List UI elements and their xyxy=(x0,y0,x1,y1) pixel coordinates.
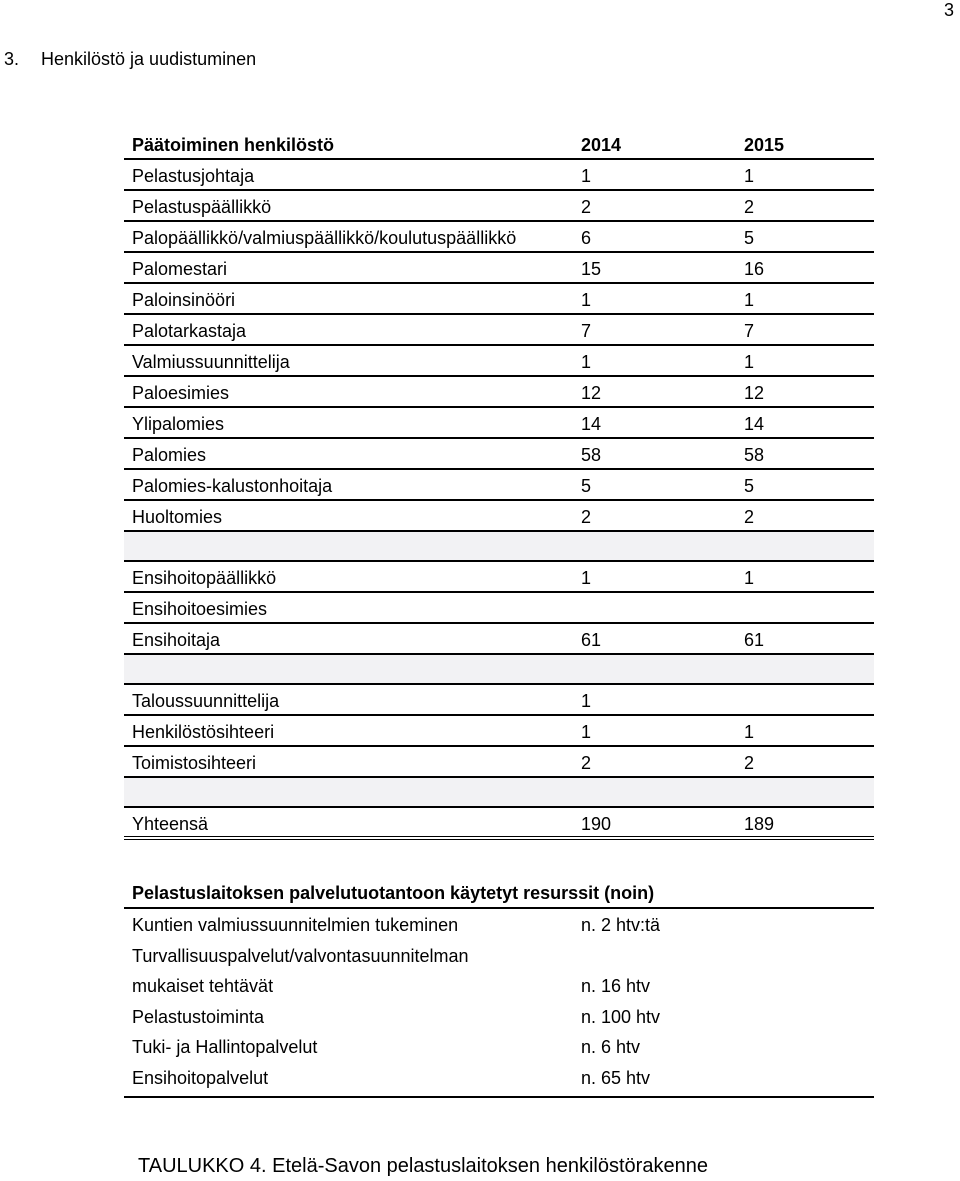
row-value-2015: 58 xyxy=(744,445,765,465)
section-heading xyxy=(4,49,256,70)
row-value-2014: 7 xyxy=(581,321,592,341)
resource-row xyxy=(124,909,874,940)
row-label: Valmiussuunnittelija xyxy=(132,352,290,372)
row-label: Ensihoitoesimies xyxy=(132,599,268,619)
staff-table-header xyxy=(124,127,874,160)
table-row xyxy=(124,191,874,222)
row-value-2014: 6 xyxy=(581,228,592,248)
row-label: Palomestari xyxy=(132,259,228,279)
resources-title: Pelastuslaitoksen palvelutuotantoon käytetyt resurssit (noin) xyxy=(124,876,874,909)
row-value-2014: 15 xyxy=(581,259,602,279)
row-label: Palopäällikkö/valmiuspäällikkö/koulutuspäällikkö xyxy=(132,228,517,248)
staff-table-body xyxy=(124,160,874,808)
resources-body xyxy=(124,909,874,1092)
table-row xyxy=(124,562,874,593)
table-row xyxy=(124,716,874,747)
table-caption: TAULUKKO 4. Etelä-Savon pelastuslaitoksen henkilöstörakenne xyxy=(138,1155,708,1177)
resource-row xyxy=(124,940,874,971)
resource-value: n. 2 htv:tä xyxy=(581,915,661,935)
group-spacer xyxy=(124,532,874,562)
resource-label: Tuki- ja Hallintopalvelut xyxy=(132,1037,318,1057)
row-value-2015: 2 xyxy=(744,753,755,773)
total-2014: 190 xyxy=(581,814,612,834)
table-row xyxy=(124,160,874,191)
row-label: Huoltomies xyxy=(132,507,223,527)
row-label: Palotarkastaja xyxy=(132,321,247,341)
resource-label: Turvallisuuspalvelut/valvontasuunnitelman xyxy=(132,945,469,966)
group-spacer xyxy=(124,778,874,808)
row-label: Paloesimies xyxy=(132,383,230,403)
section-number: 3. xyxy=(4,49,20,69)
table-row xyxy=(124,685,874,716)
section-title: Henkilöstö ja uudistuminen xyxy=(41,49,257,69)
row-value-2014: 1 xyxy=(581,290,592,310)
row-label: Paloinsinööri xyxy=(132,290,236,310)
row-value-2014: 1 xyxy=(581,568,592,588)
table-row xyxy=(124,624,874,655)
group-spacer xyxy=(124,655,874,685)
row-value-2015: 2 xyxy=(744,507,755,527)
row-label: Taloussuunnittelija xyxy=(132,691,280,711)
staff-table xyxy=(124,127,874,840)
row-value-2015: 12 xyxy=(744,383,765,403)
resource-value: n. 100 htv xyxy=(581,1006,661,1027)
table-row xyxy=(124,501,874,532)
table-row xyxy=(124,377,874,408)
row-value-2014: 2 xyxy=(581,753,592,773)
resource-label: Pelastustoiminta xyxy=(132,1006,265,1027)
row-value-2015: 2 xyxy=(744,197,755,217)
table-row xyxy=(124,593,874,624)
table-row xyxy=(124,470,874,501)
total-row xyxy=(124,808,874,840)
row-value-2014: 2 xyxy=(581,507,592,527)
page-number: 3 xyxy=(943,0,954,20)
row-value-2015: 1 xyxy=(744,166,755,186)
table-row xyxy=(124,439,874,470)
resource-row xyxy=(124,1031,874,1062)
row-value-2015: 16 xyxy=(744,259,765,279)
resource-label: Kuntien valmiussuunnitelmien tukeminen xyxy=(132,915,459,935)
row-label: Palomies xyxy=(132,445,207,465)
table-row xyxy=(124,747,874,778)
resource-row xyxy=(124,1001,874,1032)
header-year-2014: 2014 xyxy=(581,135,622,155)
row-value-2015: 5 xyxy=(744,476,755,496)
table-row xyxy=(124,408,874,439)
resource-value: n. 65 htv xyxy=(581,1067,651,1088)
table-row xyxy=(124,346,874,377)
row-value-2014: 5 xyxy=(581,476,592,496)
table-row xyxy=(124,222,874,253)
table-row xyxy=(124,253,874,284)
row-value-2014: 12 xyxy=(581,383,602,403)
resource-label: Ensihoitopalvelut xyxy=(132,1067,269,1088)
row-label: Toimistosihteeri xyxy=(132,753,257,773)
row-value-2014: 1 xyxy=(581,722,592,742)
resource-value: n. 16 htv xyxy=(581,976,651,996)
table-row xyxy=(124,315,874,346)
row-value-2015: 7 xyxy=(744,321,755,341)
total-2015: 189 xyxy=(744,814,775,834)
resources-table xyxy=(124,876,874,1098)
row-value-2015: 5 xyxy=(744,228,755,248)
resource-row xyxy=(124,1062,874,1093)
table-row xyxy=(124,284,874,315)
resource-row xyxy=(124,970,874,1001)
row-label: Pelastuspäällikkö xyxy=(132,197,272,217)
row-value-2014: 61 xyxy=(581,630,602,650)
row-label: Ensihoitaja xyxy=(132,630,221,650)
row-value-2015: 61 xyxy=(744,630,765,650)
row-value-2014: 2 xyxy=(581,197,592,217)
row-value-2015: 1 xyxy=(744,568,755,588)
total-label: Yhteensä xyxy=(132,814,209,834)
row-value-2015: 1 xyxy=(744,352,755,372)
resource-label: mukaiset tehtävät xyxy=(132,976,274,996)
row-value-2015: 14 xyxy=(744,414,765,434)
resource-value: n. 6 htv xyxy=(581,1037,641,1057)
row-label: Ylipalomies xyxy=(132,414,225,434)
row-value-2015: 1 xyxy=(744,290,755,310)
row-value-2014: 1 xyxy=(581,352,592,372)
row-label: Palomies-kalustonhoitaja xyxy=(132,476,333,496)
row-label: Ensihoitopäällikkö xyxy=(132,568,277,588)
row-value-2014: 58 xyxy=(581,445,602,465)
row-value-2014: 14 xyxy=(581,414,602,434)
row-value-2015: 1 xyxy=(744,722,755,742)
row-value-2014: 1 xyxy=(581,166,592,186)
header-label: Päätoiminen henkilöstö xyxy=(132,135,335,155)
row-label: Pelastusjohtaja xyxy=(132,166,255,186)
row-value-2014: 1 xyxy=(581,691,592,711)
row-label: Henkilöstösihteeri xyxy=(132,722,275,742)
header-year-2015: 2015 xyxy=(744,135,785,155)
